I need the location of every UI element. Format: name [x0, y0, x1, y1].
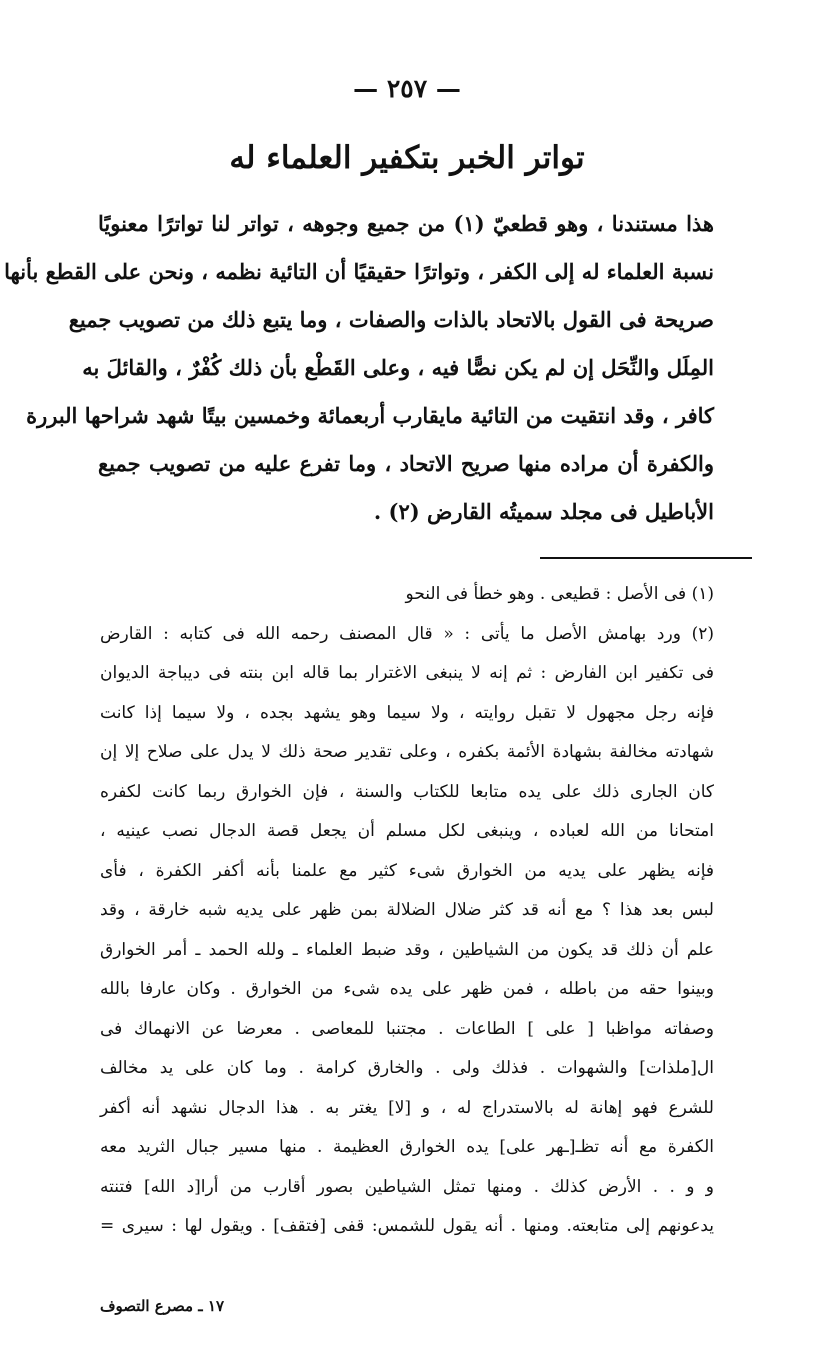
section-title: تواتر الخبر بتكفير العلماء له [229, 140, 585, 176]
main-text [4, 200, 714, 536]
text-line: صريحة فى القول بالاتحاد بالذات والصفات ، وما يتبع ذلك من تصويب جميع [68, 307, 714, 332]
footnote-line: شهادته مخالفة بشهادة الأئمة بكفره ، وعلى تقدير صحة ذلك لا يدل على صلاح إلا إن [100, 742, 714, 762]
footnote-line: يدعونهم إلى متابعته. ومنها . أنه يقول للشمس: قفى [فتقف] . ويقول لها : سيرى = [100, 1216, 714, 1236]
footnote-line: وصفاته مواظبا [ على ] الطاعات . مجتنبا للمعاصى . معرضا عن الانهماك فى [100, 1018, 714, 1039]
footnote-line: الكفرة مع أنه تظـ[ـهر على] يده الخوارق العظيمة . منها مسير جبال الثريد معه [100, 1137, 714, 1157]
text-line: هذا مستندنا ، وهو قطعيّ (١) من جميع وجوهه ، تواتر لنا تواترًا معنويًا [98, 211, 714, 236]
footnote-line: فإنه رجل مجهول لا تقبل روايته ، ولا سيما وهو يشهد بجده ، ولا سيما إذا كانت [100, 702, 714, 723]
text-line: المِلَل والنِّحَل إن لم يكن نصًّا فيه ، وعلى القَطْع بأن ذلك كُفْرٌ ، والقائلَ به [82, 355, 714, 380]
footnote-line: ال[ملذات] والشهوات . فذلك ولى . والخارق كرامة . وما كان على يد مخالف [100, 1058, 714, 1078]
footnote-line: و و . . الأرض كذلك . ومنها تمثل الشياطين بصور أقارب من أرا[د الله] فتنته [100, 1176, 714, 1197]
text-line: الأباطيل فى مجلد سميتُه القارض (٢) . [373, 499, 714, 524]
footnote-line: (٢) ورد بهامش الأصل ما يأتى : « قال المصنف رحمه الله فى كتابه : القارض [100, 623, 714, 644]
footnote-line: فى تكفير ابن الفارض : ثم إنه لا ينبغى الاغترار بما قاله ابن بنته فى ديباجة الديوان [100, 663, 714, 683]
text-line: كافر ، وقد انتقيت من التائية مايقارب أربعمائة وخمسين بيتًا شهد شراحها البررة [26, 403, 714, 428]
footnote-line: فإنه يظهر على يديه من الخوارق شىء كثير مع علمنا بأنه أكفر الكفرة ، فأى [100, 860, 714, 881]
footnote-divider [540, 557, 752, 559]
footnote-line: للشرع فهو إهانة له بالاستدراج له ، و [لا] يغتر به . هذا الدجال نشهد أنه أكفر [100, 1097, 714, 1118]
text-line: والكفرة أن مراده منها صريح الاتحاد ، وما تفرع عليه من تصويب جميع [98, 451, 714, 476]
page-number: — ٢٥٧ — [353, 74, 461, 103]
printer-signature: ١٧ ـ مصرع التصوف [100, 1297, 225, 1315]
footnote-line: امتحانا من الله لعباده ، وينبغى لكل مسلم أن يجعل قصة الدجال نصب عينيه ، [100, 821, 714, 841]
footnotes [100, 575, 714, 1247]
footnote-line: لبس بعد هذا ؟ مع أنه قد كثر ضلال الضلالة بمن ظهر على يديه شبه خارقة ، وقد [100, 900, 714, 920]
footnote-line: علم أن ذلك قد يكون من الشياطين ، وقد ضبط العلماء ـ ولله الحمد ـ أمر الخوارق [100, 939, 714, 960]
footnote-line: وبينوا حقه من باطله ، فمن ظهر على يده شىء من الخوارق . وكان عارفا بالله [100, 979, 715, 999]
footnote-line: كان الجارى ذلك على يده متابعا للكتاب والسنة ، فإن الخوارق ربما كانت لكفره [100, 781, 714, 802]
footnote-line: (١) فى الأصل : قطيعى . وهو خطأ فى النحو [405, 584, 714, 604]
text-line: نسبة العلماء له إلى الكفر ، وتواترًا حقيقيًا أن التائية نظمه ، ونحن على القطع بأنها [4, 259, 714, 284]
